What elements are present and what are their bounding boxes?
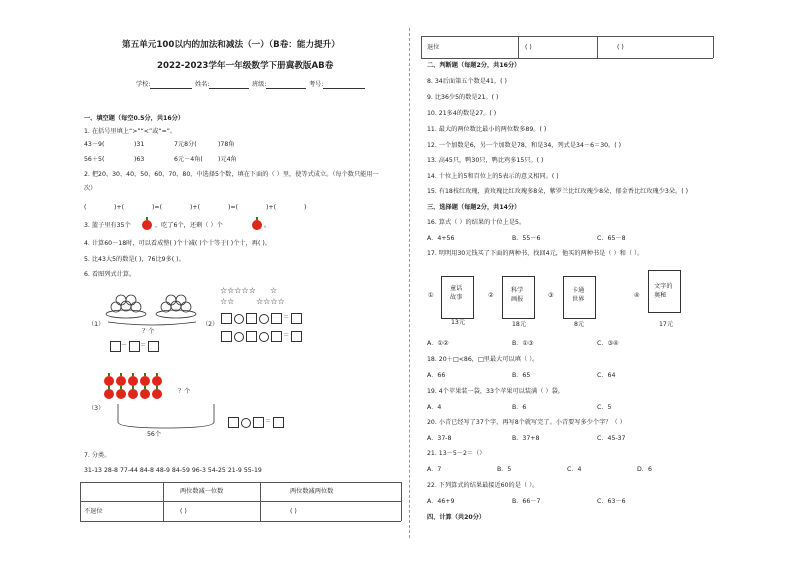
operator-circle[interactable] bbox=[241, 418, 251, 428]
answer-box[interactable] bbox=[246, 331, 257, 342]
option[interactable]: B．55－6 bbox=[512, 235, 541, 242]
total-brace bbox=[116, 402, 216, 432]
option[interactable]: A．①② bbox=[427, 340, 449, 347]
operator-circle[interactable] bbox=[234, 314, 244, 324]
q7-text: 7. 分类。 bbox=[84, 452, 111, 459]
table-answer-cell[interactable]: ( ) bbox=[290, 508, 297, 515]
book-number: ③ bbox=[548, 292, 554, 299]
q1-r1-c: 7元8分( bbox=[174, 141, 197, 148]
q2-text-a: 2. 把20、30、40、50、60、70、80、中选择5个数，填在下面的（ ）里，使等式成立。（每个数只能用一 bbox=[84, 171, 379, 178]
table-line bbox=[260, 482, 261, 521]
exam-subtitle: 2022-2023学年一年级数学下册冀教版AB卷 bbox=[157, 61, 334, 71]
q2-eq-0: ( bbox=[84, 204, 87, 211]
answer-box[interactable] bbox=[271, 331, 282, 342]
book-title: 画报 bbox=[511, 296, 524, 303]
answer-box[interactable] bbox=[129, 341, 140, 352]
q2-text-b: 次） bbox=[84, 185, 97, 192]
book-number: ① bbox=[428, 292, 434, 299]
apple-icon bbox=[116, 389, 126, 399]
option[interactable]: B．5 bbox=[497, 466, 512, 473]
table-line bbox=[80, 482, 401, 483]
q3-text-b: ，吃了6个，还剩（ ）个 bbox=[155, 222, 223, 229]
answer-box[interactable] bbox=[273, 417, 284, 428]
book-price: 18元 bbox=[512, 321, 527, 328]
option[interactable]: A．4+56 bbox=[427, 235, 455, 242]
answer-box[interactable] bbox=[271, 313, 282, 324]
table-line bbox=[80, 521, 401, 522]
operator-circle[interactable] bbox=[259, 332, 269, 342]
answer-box[interactable] bbox=[253, 417, 264, 428]
q4-text: 4. 计算60－18时，可以看成整( )个十减( )个十等于( )个十，再( )。 bbox=[84, 240, 271, 247]
q2-eq-1: )+( bbox=[114, 204, 125, 211]
answer-box[interactable] bbox=[221, 331, 232, 342]
book-number: ② bbox=[488, 292, 494, 299]
op-symbol: － bbox=[121, 342, 128, 349]
answer-box[interactable] bbox=[291, 331, 302, 342]
book-title: 故事 bbox=[450, 294, 463, 301]
table-line bbox=[421, 36, 422, 58]
star-row: ☆☆ bbox=[220, 297, 235, 306]
q22-text: 22. 下列算式的结果最接近60的是（ ）。 bbox=[427, 482, 539, 489]
option[interactable]: D．6 bbox=[637, 466, 652, 473]
q1-r2-d: )元4角 bbox=[218, 156, 237, 163]
q7-items: 31-13 28-8 77-44 84-8 48-9 84-59 96-3 54-25 21-9 55-19 bbox=[84, 467, 262, 474]
q16-text: 16. 算式（ ）的结果的十位上是5。 bbox=[427, 219, 526, 226]
q1-r1-d: )78角 bbox=[218, 141, 235, 148]
judge-item: 10. 21多4的数是27。( ) bbox=[427, 110, 497, 117]
section1-heading: 一、填空题（每空0.5分，共16分） bbox=[84, 115, 185, 122]
book-number: ④ bbox=[634, 292, 640, 299]
option[interactable]: B．66－7 bbox=[512, 498, 541, 505]
book-title: 卡通 bbox=[572, 287, 585, 294]
apple-icon bbox=[252, 220, 262, 230]
table-answer-cell[interactable]: ( ) bbox=[617, 44, 624, 51]
info-name-field[interactable] bbox=[209, 88, 249, 89]
q6-total: 56个 bbox=[147, 431, 162, 438]
info-id-label: 考号: bbox=[309, 81, 324, 88]
answer-box[interactable] bbox=[246, 313, 257, 324]
apple-icon bbox=[128, 389, 138, 399]
option[interactable]: C．5 bbox=[597, 404, 612, 411]
section2-heading: 二、判断题（每题2分，共16分） bbox=[427, 62, 521, 69]
star-row: ☆ bbox=[270, 286, 278, 295]
q6-question-1: ？个 bbox=[142, 328, 155, 335]
book-title: 奥秘 bbox=[654, 292, 667, 299]
book-title: 世界 bbox=[572, 296, 585, 303]
option[interactable]: B．37+8 bbox=[512, 435, 540, 442]
book-price: 13元 bbox=[451, 319, 466, 326]
q6-question-3: ？个 bbox=[178, 388, 191, 395]
option[interactable]: C．63－6 bbox=[597, 498, 626, 505]
q6-label-1: （1） bbox=[88, 321, 105, 328]
q2-eq-5: )+( bbox=[266, 204, 277, 211]
info-id-field[interactable] bbox=[323, 88, 365, 89]
table-row-label: 退位 bbox=[427, 44, 440, 51]
q6-label-3: （3） bbox=[88, 405, 105, 412]
q2-eq-3: )+( bbox=[190, 204, 201, 211]
apple-icon bbox=[152, 389, 162, 399]
q18-text: 18. 20＋□<86，□里最大可以填（ ）。 bbox=[427, 356, 539, 363]
q5-text: 5. 比43大5的数是( )，76比9多( )。 bbox=[84, 256, 185, 263]
table-line bbox=[80, 482, 81, 521]
option[interactable]: C．64 bbox=[597, 372, 616, 379]
judge-item: 11. 最大的两位数比最小的两位数多89。( ) bbox=[427, 126, 547, 133]
book-title: 科学 bbox=[511, 287, 524, 294]
option[interactable]: A．7 bbox=[427, 466, 442, 473]
info-school-field[interactable] bbox=[150, 88, 192, 89]
info-class-label: 班级: bbox=[252, 81, 267, 88]
answer-box[interactable] bbox=[148, 341, 159, 352]
apple-icon bbox=[140, 389, 150, 399]
table-line bbox=[163, 482, 164, 521]
option[interactable]: B．6 bbox=[512, 404, 527, 411]
book-title: 文字的 bbox=[654, 283, 673, 290]
option[interactable]: B．①③ bbox=[512, 340, 534, 347]
operator-circle[interactable] bbox=[234, 332, 244, 342]
q1-r1-a: 43－9( bbox=[84, 141, 105, 148]
table-line bbox=[421, 36, 713, 37]
q3-text-a: 3. 篮子里有35个 bbox=[84, 222, 131, 229]
judge-item: 13. 高45只，鸭30只，鸭比鸡多15只。( ) bbox=[427, 157, 544, 164]
q1-r2-b: )63 bbox=[134, 156, 145, 163]
table-header-cell: 两位数减两位数 bbox=[290, 488, 334, 495]
table-line bbox=[597, 36, 598, 58]
apple-icon bbox=[142, 220, 152, 230]
q2-eq-2: )=( bbox=[152, 204, 163, 211]
apple-icon bbox=[104, 389, 114, 399]
page-divider bbox=[409, 28, 410, 538]
answer-box[interactable] bbox=[291, 313, 302, 324]
info-class-field[interactable] bbox=[266, 88, 306, 89]
q1-text: 1. 在括号里填上“>”“<”或“=”。 bbox=[84, 128, 177, 135]
option[interactable]: A．4 bbox=[427, 404, 442, 411]
table-answer-cell[interactable]: ( ) bbox=[525, 44, 532, 51]
judge-item: 15. 有18枝红玫瑰，黄玫瑰比红玫瑰多8朵，紫罗兰比红玫瑰少8朵，郁金香比红玫瑰少3朵。( ) bbox=[427, 188, 689, 195]
q3-text-c: 。 bbox=[264, 222, 271, 229]
option[interactable]: C．65－8 bbox=[597, 235, 626, 242]
book-title: 童话 bbox=[450, 285, 463, 292]
judge-item: 14. 十位上的5和百位上的5表示的意义相同。( ) bbox=[427, 173, 559, 180]
section3-heading: 三、选择题（每题2分，共14分） bbox=[427, 204, 521, 211]
q1-r2-c: 6元－4角( bbox=[174, 156, 203, 163]
table-line bbox=[401, 482, 402, 521]
apple-icon bbox=[116, 376, 126, 386]
q1-r1-b: )31 bbox=[134, 141, 145, 148]
table-line bbox=[518, 36, 519, 58]
q1-r2-a: 56＋5( bbox=[84, 156, 105, 163]
option[interactable]: C．③④ bbox=[597, 340, 619, 347]
judge-item: 12. 一个加数是6，另一个加数是78，和是34，列式是34－6＝30。( ) bbox=[427, 142, 622, 149]
table-header-cell: 两位数减一位数 bbox=[180, 488, 224, 495]
operator-circle[interactable] bbox=[259, 314, 269, 324]
apple-icon bbox=[152, 376, 162, 386]
judge-item: 9. 比36少5的数是21。( ) bbox=[427, 94, 499, 101]
option[interactable]: C．4 bbox=[567, 466, 582, 473]
apple-icon bbox=[128, 376, 138, 386]
option[interactable]: B．65 bbox=[512, 372, 531, 379]
apple-icon bbox=[104, 376, 114, 386]
info-name-label: 姓名: bbox=[195, 81, 210, 88]
answer-box[interactable] bbox=[221, 313, 232, 324]
q19-text: 19. 4个苹果装一袋，33个苹果可以装满（ ）袋。 bbox=[427, 388, 564, 395]
option[interactable]: A．66 bbox=[427, 372, 446, 379]
info-school-label: 学校: bbox=[136, 81, 151, 88]
option[interactable]: A．37-8 bbox=[427, 435, 452, 442]
exam-title: 第五单元100以内的加法和减法（一）（B卷：能力提升） bbox=[122, 40, 340, 50]
option[interactable]: A．46+9 bbox=[427, 498, 455, 505]
answer-box[interactable] bbox=[228, 417, 239, 428]
op-symbol: ＝ bbox=[140, 342, 147, 349]
q21-text: 21. 13－5－2＝（） bbox=[427, 450, 486, 457]
q17-text: 17. 明明用30元钱买了下面的两种书，找回4元，他买的两种书是（ ）和（ ）。 bbox=[427, 250, 644, 257]
judge-item: 8. 34后面第五个数是41。( ) bbox=[427, 78, 507, 85]
apple-icon bbox=[140, 376, 150, 386]
op-symbol: ＝ bbox=[265, 418, 272, 425]
q2-eq-4: )=( bbox=[228, 204, 239, 211]
star-row: ☆☆☆☆ bbox=[256, 297, 285, 306]
book-price: 17元 bbox=[659, 321, 674, 328]
q20-text: 20. 小青已经写了37个字，再写8个就写完了。小青要写多少个字？（ ） bbox=[427, 419, 626, 426]
q2-eq-6: ) bbox=[304, 204, 307, 211]
fruit-plates-figure bbox=[104, 290, 200, 326]
star-row: ☆☆☆☆☆ bbox=[220, 286, 256, 295]
op-symbol: ＝ bbox=[283, 314, 290, 321]
option[interactable]: C．45-37 bbox=[597, 435, 626, 442]
op-symbol: ＝ bbox=[283, 332, 290, 339]
q6-text: 6. 看图列式计算。 bbox=[84, 271, 136, 278]
table-answer-cell[interactable]: ( ) bbox=[180, 508, 187, 515]
answer-box[interactable] bbox=[110, 341, 121, 352]
table-line bbox=[421, 58, 713, 59]
section4-heading: 四、计算（共20分） bbox=[427, 514, 486, 521]
q6-label-2: （2） bbox=[202, 321, 219, 328]
table-row-label: 不退位 bbox=[84, 508, 103, 515]
book-price: 8元 bbox=[574, 321, 585, 328]
table-line bbox=[80, 501, 401, 502]
table-line bbox=[713, 36, 714, 58]
